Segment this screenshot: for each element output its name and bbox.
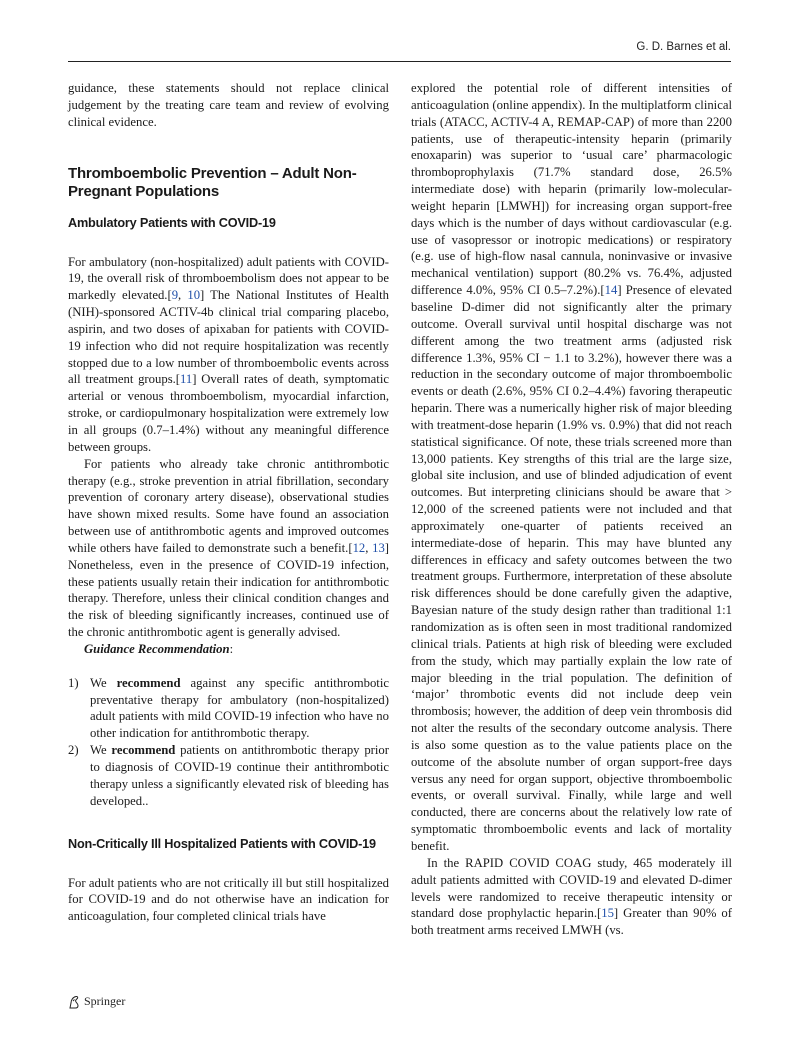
reference-link-15[interactable]: 15 (601, 906, 614, 921)
running-header-authors: G. D. Barnes et al. (636, 41, 731, 53)
subsection-title-hospitalized: Non-Critically Ill Hospitalized Patients with COVID-19 (68, 836, 376, 851)
trials-paragraph: explored the potential role of different intensities of anticoagulation (online appendix). In the multiplatform clinical trials (ATACC, ACTIV-4 A, REMAP-CAP) of more than 2200 patients, use of therapeutic-intensity heparin (primarily enoxaparin) was superior to ‘usual care’ pharmacologic thromboprophylaxis (71.7% standard dose, 26.5% intermediate dose) with heparin (primarily low-molecular-weight heparin [LMWH]) for increasing organ support-free days which is the number of days without cardiovascular (e.g. use of vasopressor or inotropic medications) or respiratory (e.g. use of high-flow nasal cannula, noninvasive or invasive mechanical ventilation) support (80.2% vs. 76.4%, adjusted difference 4.0%, 95% CI 0.5–7.2%).[14] Presence of elevated baseline D-dimer did not significantly alter the primary outcome. Overall survival until hospital discharge was not different among the two treatment arms (adjusted risk difference 1.3%, 95% CI − 1.1 to 3.2%), however there was a reduction in the secondary outcome of major thromboembolic events or death (2.6%, 95% CI 0.2–4.4%) favoring therapeutic heparin. There was a numerically higher risk of major bleeding with treatment-dose heparin (1.9% vs. 0.9%) that did not reach statistical significance. Of note, these trials screened more than 13,000 patients. Key strengths of this trial are the large size, global site inclusion, and use of blinded adjudication of event outcomes. But interpreting clinicians should be aware that > 12,000 of the screened patients were not included and that approximately one-quarter of patients received an intermediate-dose of heparin. This may have blunted any differences in efficacy and safety outcomes between the two treatment groups. Furthermore, interpretation of these absolute risk differences should be done carefully given the adaptive, Bayesian nature of the study design rather than traditional 1:1 randomization as is often seen in most traditional randomized clinical trials. Patients at high risk of bleeding were excluded from the study, which may partially explain the low rate of major bleeding in the trial population. The definition of ‘major’ thrombotic events did not include deep vein thrombosis; however, the addition of deep vein thrombosis did not alter the results of the secondary outcome analysis. There is also some question as to the value patients place on the outcome of the absolute number of organ support-free days versus any need for organ support, objective thromboembolic events, or overall survival. Finally, while large and well conducted, there are concerns about the relatively low rate of symptomatic thromboembolic events and lack of mortality benefit. (411, 81, 732, 853)
guidance-recommendation-label: Guidance Recommendation: (84, 641, 234, 656)
left-column (68, 80, 389, 925)
publisher-name: Springer (84, 994, 126, 1008)
reference-link-10[interactable]: 10 (187, 288, 201, 303)
reference-link-13[interactable]: 13 (372, 540, 385, 555)
hospitalized-paragraph: For adult patients who are not critically ill but still hospitalized for COVID-19 and do not otherwise have an indication for anticoagulation, four completed clinical trials have (68, 875, 389, 924)
reference-link-9[interactable]: 9 (171, 288, 179, 303)
page-footer (68, 994, 125, 1009)
recommendation-item-2: 2) We recommend patients on antithrombotic therapy prior to diagnosis of COVID-19 continue their antithrombotic therapy unless a significantly elevated risk of bleeding has developed.. (68, 743, 389, 808)
right-column (411, 80, 732, 939)
springer-horse-icon (68, 995, 80, 1009)
reference-link-12[interactable]: 12 (352, 540, 366, 555)
reference-link-14[interactable]: 14 (604, 283, 618, 298)
ambulatory-paragraph-1: For ambulatory (non-hospitalized) adult patients with COVID-19, the overall risk of thromboembolism does not appear to be markedly elevated.[9, 10] The National Institutes of Health (NIH)-sponsored ACTIV-4b clinical trial comparing placebo, aspirin, and two doses of apixaban for patients with COVID-19 infection who did not require hospitalization was recently stopped due to a low number of thromboembolic events across all treatment groups.[11] Overall rates of death, symptomatic arterial or venous thromboembolism, myocardial infarction, stroke, or cardiopulmonary hospitalization were extremely low in all groups (0.7–1.4%) without any meaningful difference between groups. (68, 254, 389, 454)
rapid-covid-coag-paragraph: In the RAPID COVID COAG study, 465 moderately ill adult patients admitted with COVID-19 and elevated D-dimer levels were randomized to receive therapeutic intensity or standard dose prophylactic heparin.[15] Greater than 90% of both treatment arms received LMWH (vs. (411, 855, 732, 938)
recommendation-list (68, 675, 389, 810)
running-header (68, 40, 731, 62)
ambulatory-paragraph-2: For patients who already take chronic antithrombotic therapy (e.g., stroke prevention in atrial fibrillation, secondary prevention of coronary artery disease), observational studies have shown mixed results. Some have found an association between use of antithrombotic agents and improved outcomes while others have failed to demonstrate such a benefit.[12, 13] Nonetheless, even in the presence of COVID-19 infection, these patients usually retain their indication for antithrombotic therapy. Therefore, unless their clinical condition changes and the risk of bleeding significantly increases, continued use of the chronic antithrombotic agent is generally advised. (68, 456, 390, 640)
reference-link-11[interactable]: 11 (180, 372, 193, 387)
recommendation-item-1: 1) We recommend against any specific antithrombotic preventative therapy for ambulatory (non-hospitalized) adult patients with mild COVID-19 infection who have no other indication for antithrombotic therapy. (68, 675, 389, 741)
intro-paragraph: guidance, these statements should not replace clinical judgement by the treating care team and review of evolving clinical evidence. (68, 81, 389, 129)
subsection-title-ambulatory: Ambulatory Patients with COVID-19 (68, 215, 276, 230)
section-title: Thromboembolic Prevention – Adult Non-Pregnant Populations (68, 164, 357, 200)
